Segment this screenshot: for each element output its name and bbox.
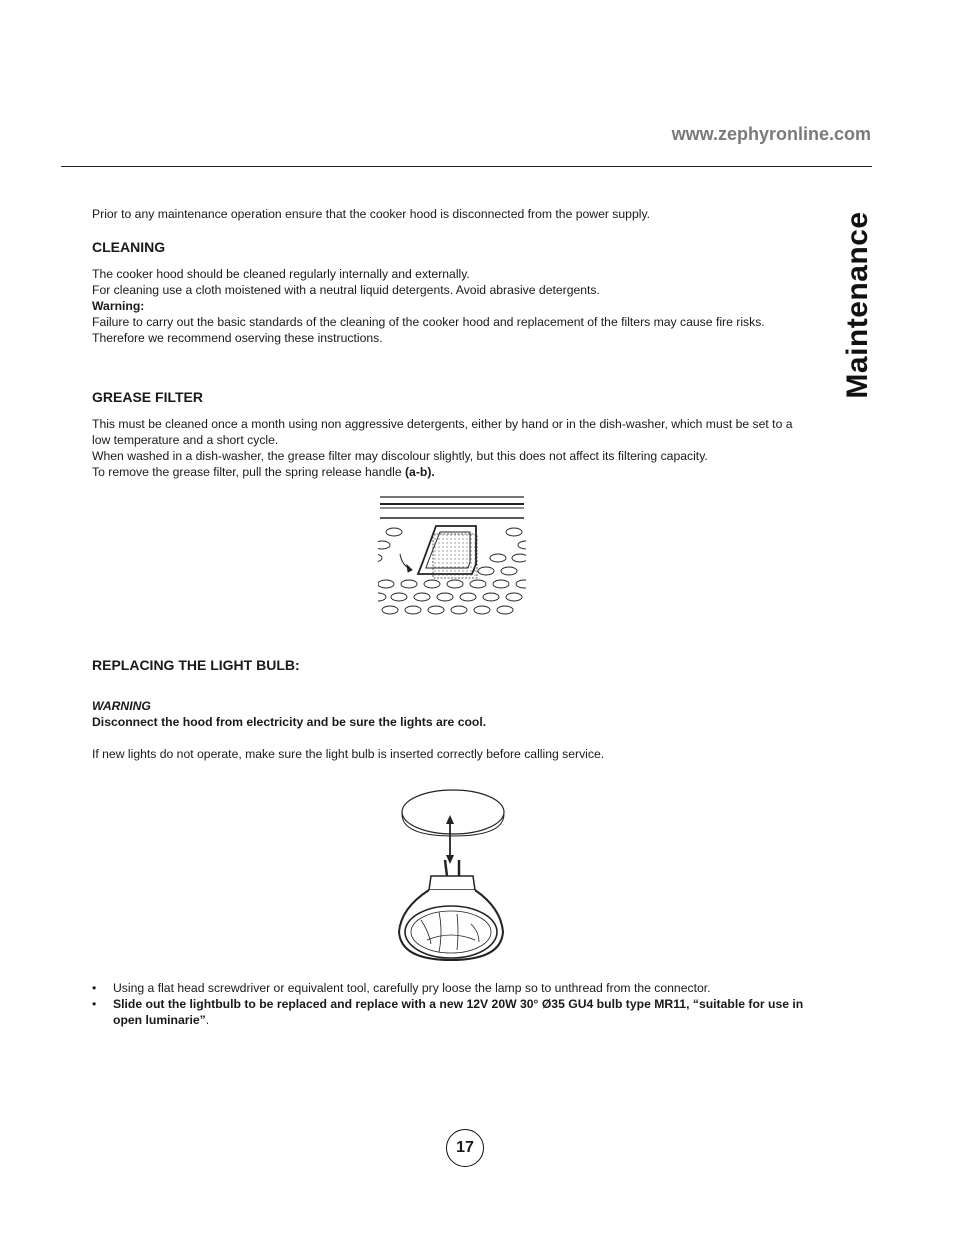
grease-filter-para-3-text: To remove the grease filter, pull the spring release handle [92,465,405,479]
cleaning-warning-text: Failure to carry out the basic standards of the cleaning of the cooker hood and replacement of the filters may cause fire risks. [92,315,765,329]
light-bulb-warning-text: Disconnect the hood from electricity and be sure the lights are cool. [92,715,487,729]
step-2-end: . [205,1013,210,1027]
step-1-text: Using a flat head screwdriver or equivalent tool, carefully pry loose the lamp so to unthread from the connector. [113,981,711,995]
cleaning-recommend: Therefore we recommend oserving these instructions. [92,331,383,345]
light-bulb-heading: REPLACING THE LIGHT BULB: [92,657,300,673]
cleaning-heading: CLEANING [92,239,166,255]
light-bulb-illustration [387,782,517,962]
page-number: 17 [446,1129,484,1167]
light-bulb-note: If new lights do not operate, make sure the light bulb is inserted correctly before calling service. [92,747,605,761]
list-item [92,996,812,1028]
grease-filter-para-2: When washed in a dish-washer, the grease filter may discolour slightly, but this does not affect its filtering capacity. [92,449,708,463]
section-title: Maintenance [841,211,874,399]
cleaning-line-2: For cleaning use a cloth moistened with a neutral liquid detergents. Avoid abrasive detergents. [92,283,600,297]
list-item [92,980,812,996]
header-rule [61,166,872,167]
grease-filter-para-3-ref: (a-b). [405,465,435,479]
grease-filter-para-1: This must be cleaned once a month using non aggressive detergents, either by hand or in the dish-washer, which must be set to a low temperature and a short cycle. [92,417,793,447]
light-bulb-steps [92,980,812,1028]
grease-filter-heading: GREASE FILTER [92,389,203,405]
page-content [92,206,812,1028]
grease-filter-illustration [378,494,526,618]
light-bulb-warning-label: WARNING [92,699,151,713]
site-url: www.zephyronline.com [671,124,871,144]
intro-text: Prior to any maintenance operation ensure that the cooker hood is disconnected from the power supply. [92,207,651,221]
cleaning-warning-label: Warning: [92,299,145,313]
step-2-text: Slide out the lightbulb to be replaced and replace with a new 12V 20W 30° Ø35 GU4 bulb type MR11, “suitable for use in open luminarie” [113,997,804,1027]
cleaning-line-1: The cooker hood should be cleaned regularly internally and externally. [92,267,470,281]
grease-filter-para-3 [92,464,812,480]
